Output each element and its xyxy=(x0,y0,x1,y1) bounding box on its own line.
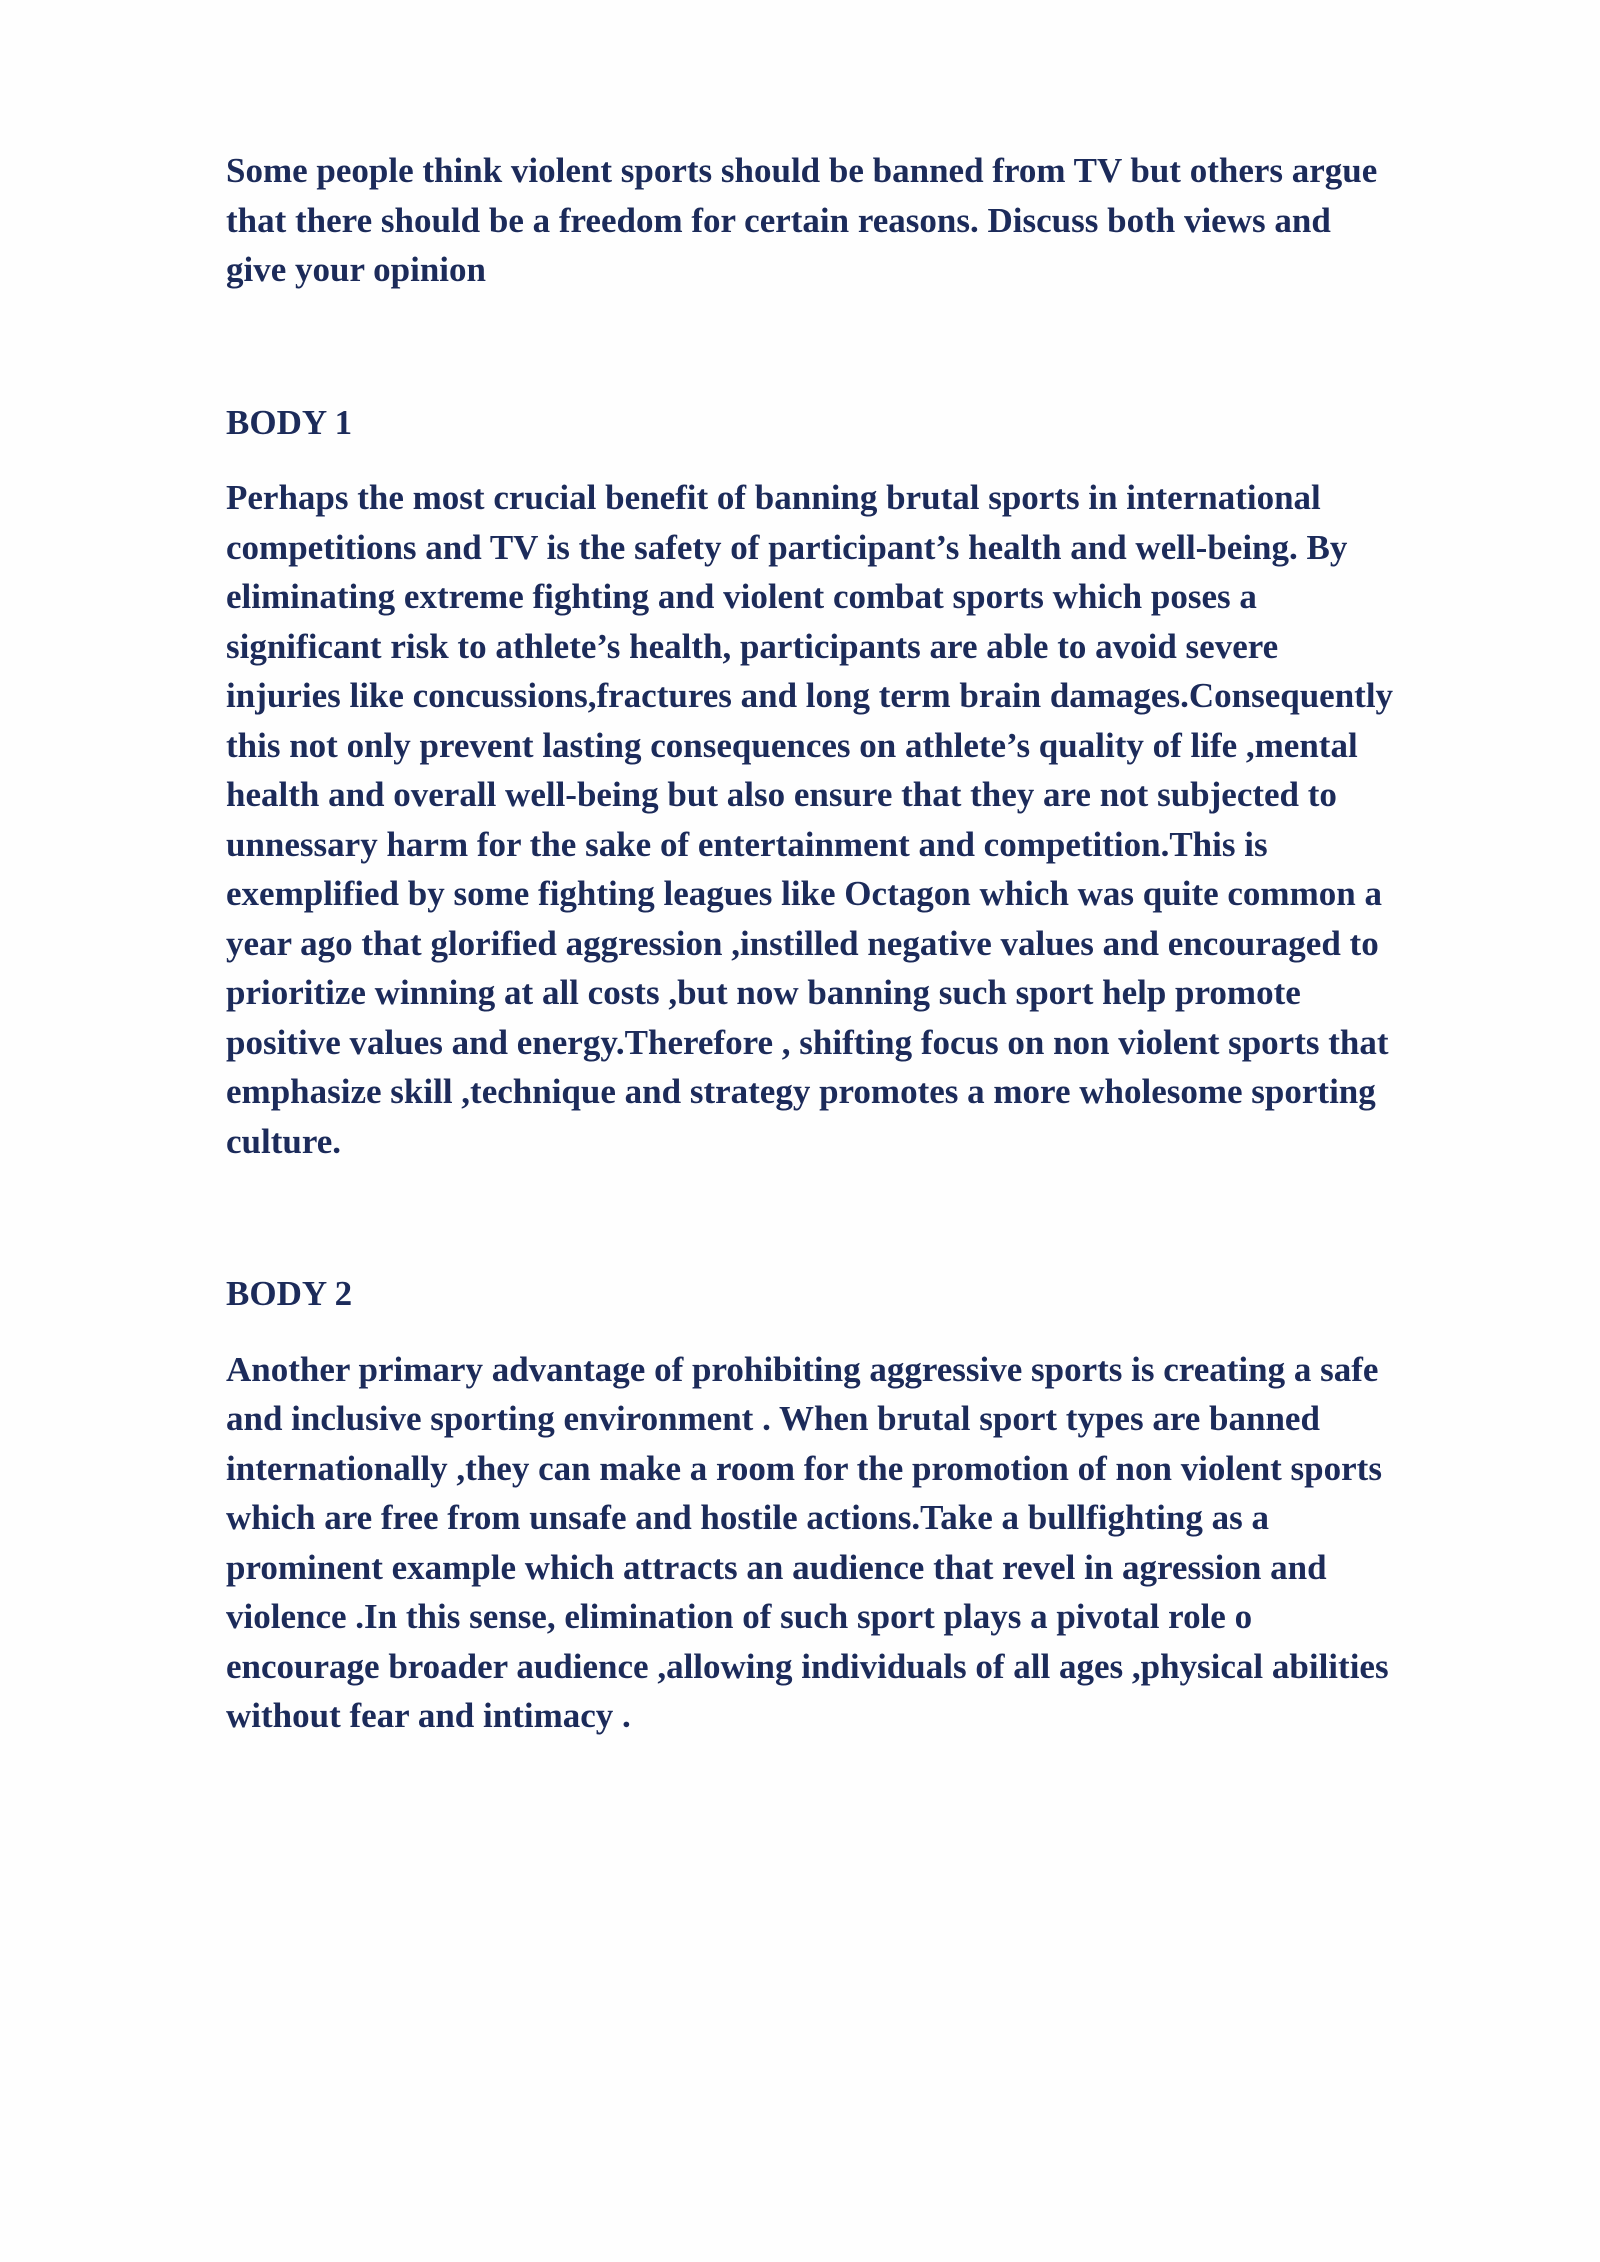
body1-heading: BODY 1 xyxy=(226,402,353,442)
body1-line: culture. xyxy=(226,1121,342,1161)
essay-prompt xyxy=(226,146,1486,295)
essay-document xyxy=(226,146,1486,1741)
body2-heading: BODY 2 xyxy=(226,1274,353,1313)
body1-paragraph xyxy=(226,473,1486,1166)
prompt-line: give your opinion xyxy=(226,250,486,289)
body1-line: emphasize skill ,technique and strategy promotes a more wholesome sporting xyxy=(226,1072,1376,1111)
body2-line: prominent example which attracts an audience that revel in agression and xyxy=(226,1547,1327,1587)
body2-line: and inclusive sporting environment . When brutal sport types are banned xyxy=(226,1399,1320,1438)
body1-line: significant risk to athlete’s health, participants are able to avoid severe xyxy=(226,626,1279,666)
body2-paragraph xyxy=(226,1345,1486,1741)
body2-line: which are free from unsafe and hostile actions.Take a bullfighting as a xyxy=(226,1498,1269,1537)
body1-line: positive values and energy.Therefore , shifting focus on non violent sports that xyxy=(226,1022,1389,1062)
prompt-line: Some people think violent sports should be banned from TV but others argue xyxy=(226,151,1378,190)
body1-line: injuries like concussions,fractures and long term brain damages.Consequently xyxy=(226,676,1394,715)
body2-line: internationally ,they can make a room for the promotion of non violent sports xyxy=(226,1448,1382,1488)
body2-line: without fear and intimacy . xyxy=(226,1696,631,1735)
body1-line: year ago that glorified aggression ,instilled negative values and encouraged to xyxy=(226,923,1379,963)
body1-line: exemplified by some fighting leagues like Octagon which was quite common a xyxy=(226,874,1382,913)
body1-line: this not only prevent lasting consequences on athlete’s quality of life ,mental xyxy=(226,725,1358,765)
body1-line: competitions and TV is the safety of participant’s health and well-being. By xyxy=(226,527,1348,567)
body2-line: Another primary advantage of prohibiting aggressive sports is creating a safe xyxy=(226,1349,1379,1389)
body1-line: prioritize winning at all costs ,but now banning such sport help promote xyxy=(226,973,1301,1012)
body2-line: violence .In this sense, elimination of such sport plays a pivotal role o xyxy=(226,1597,1253,1636)
body1-line: eliminating extreme fighting and violent combat sports which poses a xyxy=(226,577,1257,616)
body1-line: health and overall well-being but also ensure that they are not subjected to xyxy=(226,775,1337,814)
prompt-line: that there should be a freedom for certain reasons. Discuss both views and xyxy=(226,200,1331,240)
body1-line: Perhaps the most crucial benefit of banning brutal sports in international xyxy=(226,478,1321,517)
body1-line: unnessary harm for the sake of entertainment and competition.This is xyxy=(226,824,1268,864)
body2-line: encourage broader audience ,allowing individuals of all ages ,physical abilities xyxy=(226,1646,1389,1686)
